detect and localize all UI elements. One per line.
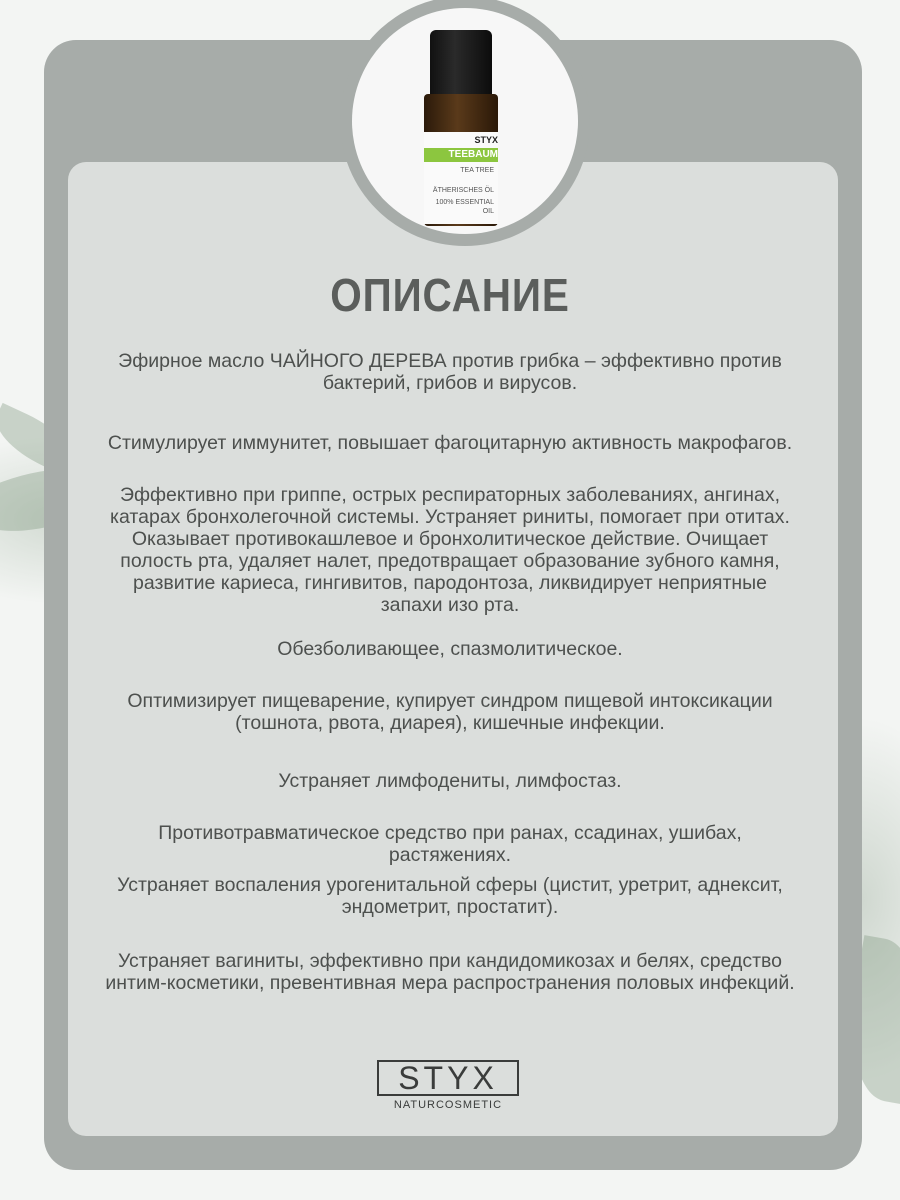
label-brand: STYX	[474, 135, 498, 145]
label-subname: TEA TREE	[460, 167, 494, 174]
brand-tagline: NATURCOSMETIC	[393, 1099, 503, 1111]
description-paragraph: Устраняет вагиниты, эффективно при кандидомикозах и белях, средство интим-косметики, превентивная мера распространения половых инфекций.	[105, 950, 795, 994]
description-paragraph: Устраняет воспаления урогенитальной сферы (цистит, уретрит, аднексит, эндометрит, простатит).	[117, 874, 783, 918]
description-paragraph: Эфирное масло ЧАЙНОГО ДЕРЕВА против грибка – эффективно против бактерий, грибов и вирусов.	[118, 350, 782, 394]
description-paragraph: Устраняет лимфодениты, лимфостаз.	[278, 770, 622, 792]
brand-logo: STYX	[377, 1060, 519, 1096]
description-paragraph: Эффективно при гриппе, острых респираторных заболеваниях, ангинах, катарах бронхолегочной системы. Устраняет риниты, помогает при отитах. Оказывает противокашлевое и бронхолитическое действие. Очищает полость рта, удаляет налет, предотвращает образование зубного камня, развитие кариеса, гингивитов, пародонтоза, ликвидирует неприятные запахи изо рта.	[110, 484, 790, 616]
label-line-2: 100% ESSENTIAL OIL	[435, 199, 494, 215]
description-paragraph: Стимулирует иммунитет, повышает фагоцитарную активность макрофагов.	[107, 432, 793, 454]
description-paragraph: Оптимизирует пищеварение, купирует синдром пищевой интоксикации (тошнота, рвота, диарея), кишечные инфекции.	[127, 690, 773, 734]
description-paragraph: Противотравматическое средство при ранах, ссадинах, ушибах, растяжениях.	[158, 822, 742, 866]
description-paragraph: Обезболивающее, спазмолитическое.	[277, 638, 623, 660]
bottle-cap	[430, 30, 492, 98]
label-line-1: ÄTHERISCHES ÖL	[432, 187, 494, 194]
page-title: ОПИСАНИЕ	[330, 269, 570, 321]
product-photo	[352, 8, 578, 234]
label-product-name: TEEBAUM	[424, 148, 498, 162]
